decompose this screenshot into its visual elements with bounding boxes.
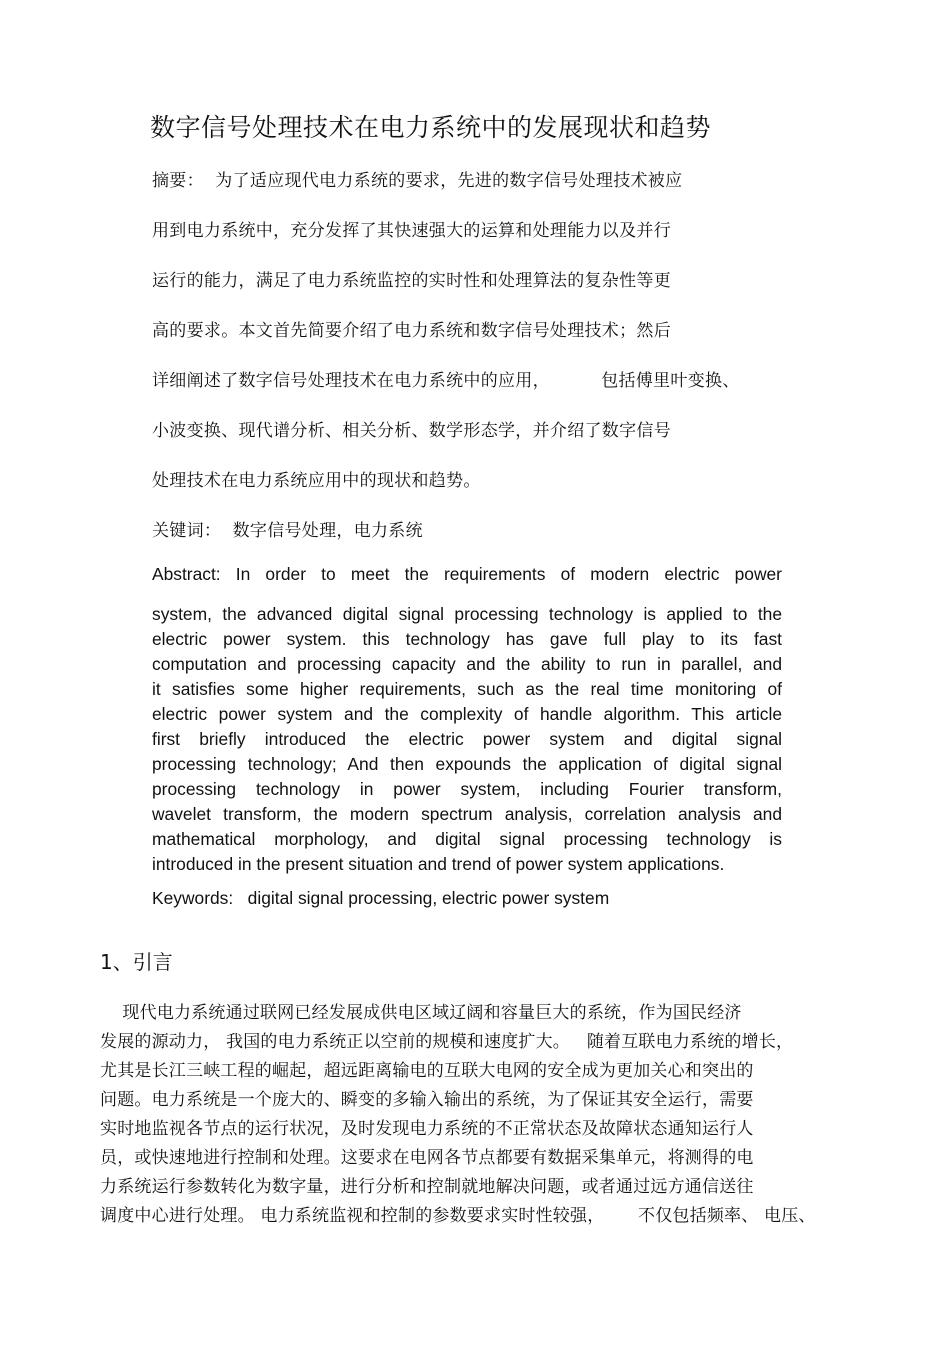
abstract-cn-line: 详细阐述了数字信号处理技术在电力系统中的应用， 包括傅里叶变换、 bbox=[152, 371, 740, 391]
abstract-en-word: order bbox=[265, 564, 307, 584]
abstract-cn-line: 摘要： 为了适应现代电力系统的要求，先进的数字信号处理技术被应 bbox=[152, 171, 683, 191]
abstract-en-line: introduced in the present situation and trend of power system applications. bbox=[152, 854, 725, 874]
keywords-en: Keywords: digital signal processing, electric power system bbox=[152, 888, 610, 908]
abstract-cn-line: 小波变换、现代谱分析、相关分析、数学形态学，并介绍了数字信号 bbox=[152, 421, 671, 441]
body-line: 发展的源动力， 我国的电力系统正以空前的规模和速度扩大。 随着互联电力系统的增长， bbox=[100, 1032, 794, 1052]
abstract-en-word: Abstract: bbox=[152, 564, 221, 584]
body-line: 员，或快速地进行控制和处理。这要求在电网各节点都要有数据采集单元，将测得的电 bbox=[100, 1148, 754, 1168]
body-line: 力系统运行参数转化为数字量，进行分析和控制就地解决问题，或者通过远方通信送往 bbox=[100, 1177, 754, 1197]
abstract-en-word: to bbox=[321, 564, 336, 584]
body-line: 尤其是长江三峡工程的崛起，超远距离输电的互联大电网的安全成为更加关心和突出的 bbox=[100, 1061, 754, 1081]
abstract-en-word: meet bbox=[350, 564, 390, 584]
body-line: 现代电力系统通过联网已经发展成供电区域辽阔和容量巨大的系统，作为国民经济 bbox=[100, 1003, 742, 1023]
abstract-en-line: first briefly introduced the electric power system and digital signal bbox=[152, 729, 782, 749]
paper-title: 数字信号处理技术在电力系统中的发展现状和趋势 bbox=[150, 113, 712, 142]
abstract-en-line: processing technology in power system, including Fourier transform, bbox=[152, 779, 782, 799]
section-heading: 1、引言 bbox=[100, 950, 173, 974]
abstract-en-first-line bbox=[152, 564, 782, 585]
abstract-en-line: it satisfies some higher requirements, such as the real time monitoring of bbox=[152, 679, 782, 699]
abstract-en-word: electric bbox=[664, 564, 720, 584]
body-line: 实时地监视各节点的运行状况，及时发现电力系统的不正常状态及故障状态通知运行人 bbox=[100, 1119, 754, 1139]
abstract-cn-line: 用到电力系统中，充分发挥了其快速强大的运算和处理能力以及并行 bbox=[152, 221, 671, 241]
abstract-en-line: processing technology; And then expounds the application of digital signal bbox=[152, 754, 782, 774]
abstract-cn-line: 运行的能力，满足了电力系统监控的实时性和处理算法的复杂性等更 bbox=[152, 271, 671, 291]
body-line: 调度中心进行处理。 电力系统监视和控制的参数要求实时性较强， 不仅包括频率、 电压、 bbox=[100, 1206, 816, 1226]
abstract-en-body bbox=[152, 602, 782, 877]
abstract-cn-line: 高的要求。本文首先简要介绍了电力系统和数字信号处理技术；然后 bbox=[152, 321, 671, 341]
abstract-en-word: requirements bbox=[443, 564, 546, 584]
abstract-en-word: the bbox=[404, 564, 429, 584]
abstract-en-word: of bbox=[560, 564, 576, 584]
abstract-cn-line: 处理技术在电力系统应用中的现状和趋势。 bbox=[152, 471, 481, 491]
abstract-en-word: modern bbox=[590, 564, 650, 584]
body-line: 问题。电力系统是一个庞大的、瞬变的多输入输出的系统，为了保证其安全运行，需要 bbox=[100, 1090, 754, 1110]
abstract-en-line: electric power system. this technology has gave full play to its fast bbox=[152, 629, 782, 649]
abstract-en-word: In bbox=[235, 564, 251, 584]
abstract-en-line: mathematical morphology, and digital signal processing technology is bbox=[152, 829, 782, 849]
abstract-en-word: power bbox=[734, 564, 782, 584]
abstract-en-line: electric power system and the complexity of handle algorithm. This article bbox=[152, 704, 782, 724]
keywords-cn: 关键词： 数字信号处理，电力系统 bbox=[152, 521, 423, 541]
abstract-en-line: system, the advanced digital signal processing technology is applied to the bbox=[152, 604, 782, 624]
abstract-en-line: computation and processing capacity and the ability to run in parallel, and bbox=[152, 654, 782, 674]
abstract-en-line: wavelet transform, the modern spectrum analysis, correlation analysis and bbox=[152, 804, 782, 824]
